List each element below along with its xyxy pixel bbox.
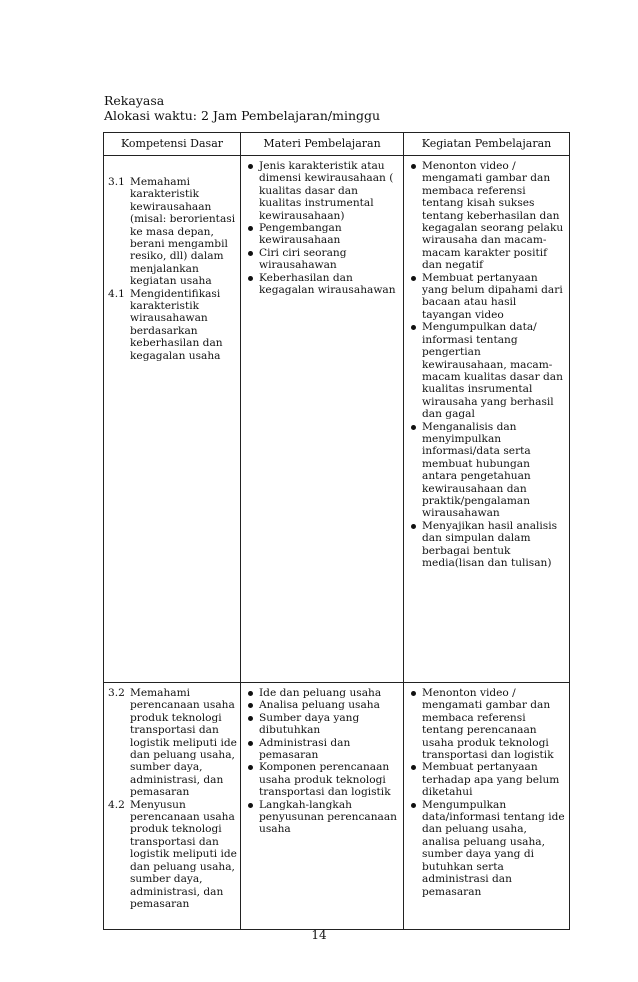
list-item: Membuat pertanyaan yang belum dipahami dari bacaan atau hasil tayangan video [408, 272, 566, 322]
kd-text: Memahami perencanaan usaha produk teknologi transportasi dan logistik meliputi ide dan peluang usaha, sumber daya, administrasi, dan pemasaran [130, 687, 237, 799]
list-item: Mengumpulkan data/ informasi tentang pengertian kewirausahaan, macam- macam kualitas dasar dan kualitas insrumental wirausaha yang berhasil dan gagal [408, 321, 566, 420]
list-item: Menyajikan hasil analisis dan simpulan dalam berbagai bentuk media(lisan dan tulisan) [408, 520, 566, 570]
kd-text: Menyusun perencanaan usaha produk teknologi transportasi dan logistik meliputi ide dan peluang usaha, sumber daya, administrasi, dan pemasaran [130, 798, 237, 910]
list-item: Administrasi dan pemasaran [245, 737, 400, 762]
kd-text: Memahami karakteristik kewirausahaan (misal: berorientasi ke masa depan, berani mengambil resiko, dll) dalam menjalankan kegiatan usaha [130, 176, 236, 288]
bullet-icon [408, 272, 422, 322]
bullet-icon [408, 799, 422, 898]
bullet-icon [245, 761, 259, 798]
list-item: Menganalisis dan menyimpulkan informasi/data serta membuat hubungan antara pengetahuan kewirausahaan dan praktik/pengalaman wirausahawan [408, 421, 566, 520]
bullet-icon [408, 421, 422, 520]
header-kegiatan-pembelajaran: Kegiatan Pembelajaran [404, 133, 570, 156]
header-materi-pembelajaran: Materi Pembelajaran [241, 133, 404, 156]
bullet-icon [408, 520, 422, 570]
materi-cell [241, 156, 404, 683]
list-item: Menonton video / mengamati gambar dan membaca referensi tentang kisah sukses tentang keberhasilan dan kegagalan seorang pelaku wirausaha dan macam-macam karakter positif dan negatif [408, 160, 566, 272]
kd-number: 3.1 [108, 176, 125, 188]
bullet-icon [408, 321, 422, 420]
bullet-icon [245, 799, 259, 836]
bullet-icon [245, 737, 259, 762]
bullet-icon [245, 222, 259, 247]
table-row [104, 156, 570, 683]
list-item: Pengembangan kewirausahaan [245, 222, 400, 247]
kd-cell [104, 156, 241, 683]
bullet-icon [245, 687, 259, 699]
list-item: Langkah-langkah penyusunan perencanaan usaha [245, 799, 400, 836]
list-item: Sumber daya yang dibutuhkan [245, 712, 400, 737]
kd-number: 4.2 [108, 798, 125, 811]
list-item: Analisa peluang usaha [245, 699, 400, 711]
document-title: Rekayasa [104, 93, 165, 108]
list-item: Mengumpulkan data/informasi tentang ide dan peluang usaha, analisa peluang usaha, sumber daya yang di butuhkan serta administrasi dan pemasaran [408, 799, 566, 898]
header-kompetensi-dasar: Kompetensi Dasar [104, 133, 241, 156]
curriculum-table [103, 132, 570, 930]
table-header-row [104, 133, 570, 156]
bullet-icon [408, 160, 422, 272]
page-number: 14 [311, 928, 327, 942]
materi-cell [241, 683, 404, 930]
list-item: Ide dan peluang usaha [245, 687, 400, 699]
kegiatan-cell [404, 156, 570, 683]
kd-item [108, 799, 237, 911]
kd-text: Mengidentifikasi karakteristik wirausahawan berdasarkan keberhasilan dan kegagalan usaha [130, 287, 223, 362]
bullet-icon [245, 712, 259, 737]
bullet-icon [408, 761, 422, 798]
time-allocation: Alokasi waktu: 2 Jam Pembelajaran/minggu [104, 108, 381, 123]
kd-item [108, 176, 237, 288]
list-item: Ciri ciri seorang wirausahawan [245, 247, 400, 272]
bullet-icon [245, 272, 259, 297]
bullet-icon [245, 160, 259, 222]
bullet-icon [408, 687, 422, 761]
bullet-icon [245, 247, 259, 272]
kd-item [108, 288, 237, 362]
kd-number: 3.2 [108, 687, 125, 699]
list-item: Menonton video / mengamati gambar dan membaca referensi tentang perencanaan usaha produk teknologi transportasi dan logistik [408, 687, 566, 761]
kd-number: 4.1 [108, 287, 125, 300]
kegiatan-cell [404, 683, 570, 930]
kd-item [108, 687, 237, 799]
list-item: Keberhasilan dan kegagalan wirausahawan [245, 272, 400, 297]
list-item: Membuat pertanyaan terhadap apa yang belum diketahui [408, 761, 566, 798]
kd-cell [104, 683, 241, 930]
list-item: Jenis karakteristik atau dimensi kewirausahaan ( kualitas dasar dan kualitas instrumental kewirausahaan) [245, 160, 400, 222]
list-item: Komponen perencanaan usaha produk teknologi transportasi dan logistik [245, 761, 400, 798]
table-row [104, 683, 570, 930]
bullet-icon [245, 699, 259, 711]
